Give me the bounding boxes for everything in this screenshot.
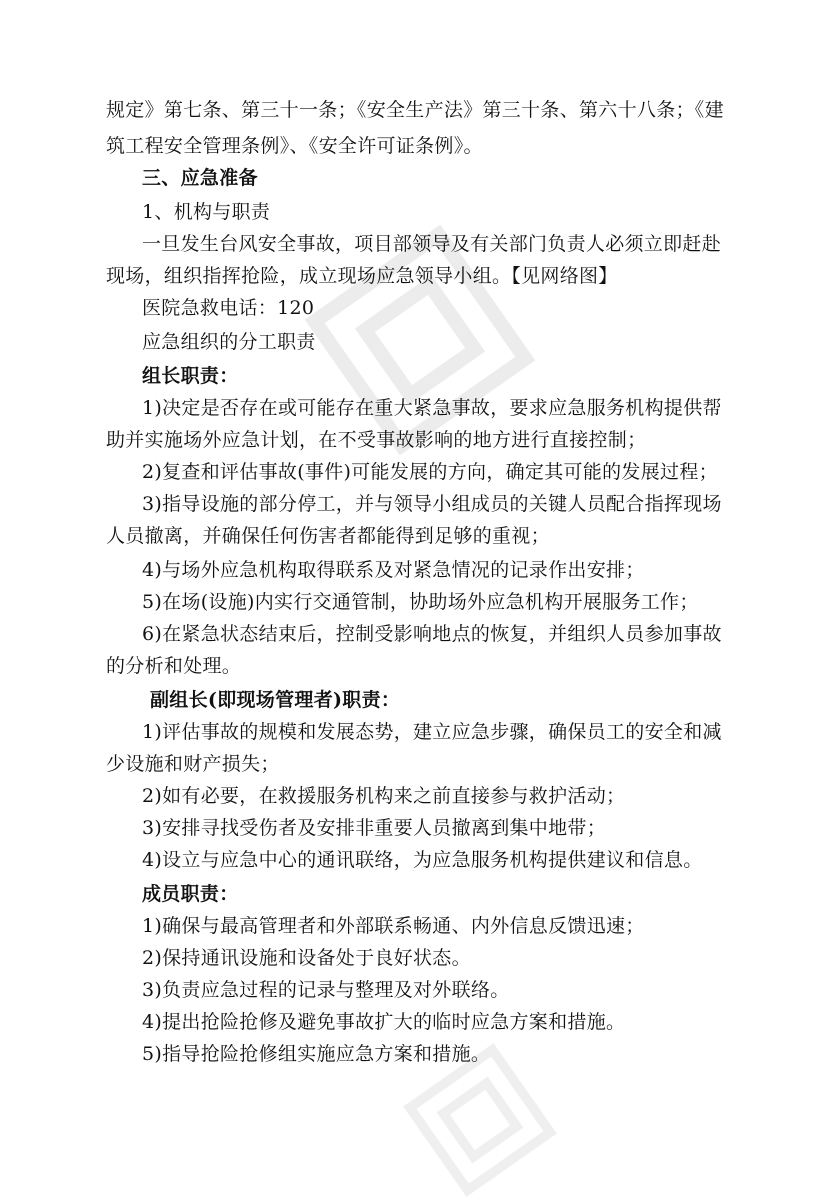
hospital-phone-line: 医院急救电话：120 [142,297,315,319]
deputy-duties-heading: 副组长(即现场管理者)职责： [150,689,401,711]
leader-duty-2: 2)复查和评估事故(事件)可能发展的方向，确定其可能的发展过程； [142,461,718,483]
text-line-2: 筑工程安全管理条例》、《安全许可证条例》。 [106,135,483,157]
division-heading: 应急组织的分工职责 [142,331,316,353]
leader-duty-5: 5)在场(设施)内实行交通管制，协助场外应急机构开展服务工作； [142,591,699,613]
leader-duty-6a: 6)在紧急状态结束后，控制受影响地点的恢复，并组织人员参加事故 [142,623,722,645]
deputy-duty-1b: 少设施和财产损失； [106,753,280,775]
subsection-heading: 1、机构与职责 [142,201,271,223]
member-duty-1: 1)确保与最高管理者和外部联系畅通、内外信息反馈迅速； [142,915,645,937]
leader-duty-4: 4)与场外应急机构取得联系及对紧急情况的记录作出安排； [142,559,645,581]
leader-duty-1a: 1)决定是否存在或可能存在重大紧急事故，要求应急服务机构提供帮 [142,397,722,419]
text-line-6: 现场，组织指挥抢险，成立现场应急领导小组。【见网络图】 [106,265,618,287]
leader-duty-3a: 3)指导设施的部分停工，并与领导小组成员的关键人员配合指挥现场 [142,493,722,515]
member-duty-2: 2)保持通讯设施和设备处于良好状态。 [142,947,471,969]
member-duty-3: 3)负责应急过程的记录与整理及对外联络。 [142,979,510,1001]
deputy-duty-3: 3)安排寻找受伤者及安排非重要人员撤离到集中地带； [142,817,607,839]
deputy-duty-4: 4)设立与应急中心的通讯联络，为应急服务机构提供建议和信息。 [142,849,703,871]
leader-duties-heading: 组长职责： [142,365,239,387]
member-duty-4: 4)提出抢险抢修及避免事故扩大的临时应急方案和措施。 [142,1011,626,1033]
leader-duty-3b: 人员撤离，并确保任何伤害者都能得到足够的重视； [106,525,550,547]
leader-duty-6b: 的分析和处理。 [106,655,242,677]
member-duty-5: 5)指导抢险抢修组实施应急方案和措施。 [142,1043,491,1065]
deputy-duty-1a: 1)评估事故的规模和发展态势，建立应急步骤，确保员工的安全和减 [142,721,722,743]
text-line-1: 规定》第七条、第三十一条；《安全生产法》第三十条、第六十八条；《建 [106,99,724,121]
section-heading: 三、应急准备 [142,167,258,189]
text-line-5: 一旦发生台风安全事故，项目部领导及有关部门负责人必须立即赶赴 [142,233,722,255]
member-duties-heading: 成员职责： [142,883,239,905]
deputy-duty-2: 2)如有必要，在救援服务机构来之前直接参与救护活动； [142,785,626,807]
leader-duty-1b: 助并实施场外应急计划，在不受事故影响的地方进行直接控制； [106,429,647,451]
